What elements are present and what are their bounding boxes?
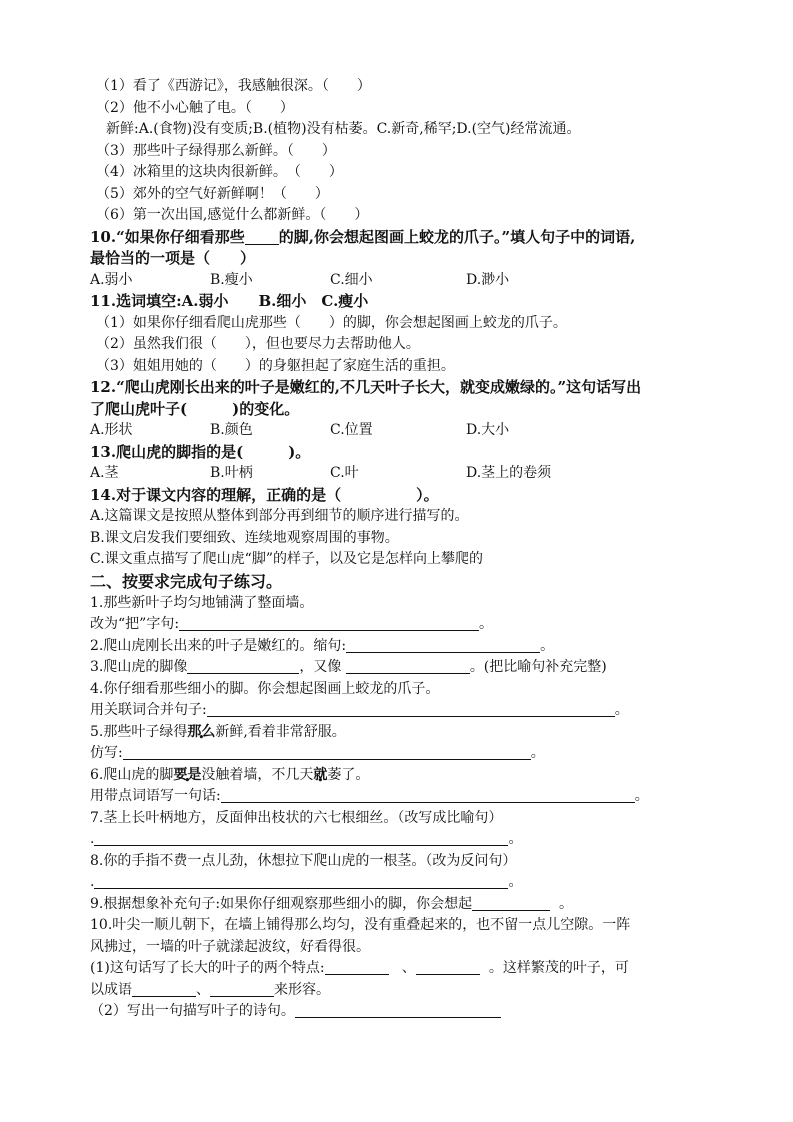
q13-option-d[interactable]: D.茎上的卷须	[466, 465, 552, 481]
q10-option-c[interactable]: C.细小	[330, 271, 373, 288]
p2-q2-blank[interactable]	[346, 637, 540, 653]
p2-q10-sub1-sep: 、	[401, 960, 416, 976]
p2-q4-answer-line	[90, 700, 750, 722]
q13-option-c[interactable]: C.叶	[330, 465, 359, 481]
p2-q2	[90, 636, 750, 658]
p2-q2-prompt: 2.爬山虎刚长出来的叶子是嫩红的。缩句:	[90, 637, 347, 654]
q14-option-c[interactable]: C.课文重点描写了爬山虎“脚”的样子，以及它是怎样向上攀爬的	[90, 551, 483, 567]
q10-question-line2: 最恰当的一项是（ ）	[90, 249, 256, 267]
p2-q3-text-c: 。(把比喻句补充完整)	[469, 659, 607, 675]
xinxian-item-5: （5）郊外的空气好新鲜啊！（ ）	[96, 185, 329, 202]
p2-q7-answer-line	[90, 829, 750, 851]
p2-q8-answer-line	[90, 872, 750, 894]
q11-item-2: （2）虽然我们很（ ），但也要尽力去帮助他人。	[96, 336, 420, 352]
p2-q9-blank[interactable]	[472, 895, 550, 911]
q10-question	[90, 227, 750, 249]
p2-q10-line2: 风拂过，一墙的叶子就漾起波纹，好看得很。	[90, 938, 370, 955]
p2-q10-line1: 10.叶尖一顺儿朝下，在墙上铺得那么均匀，没有重叠起来的，也不留一点儿空隙。一阵	[90, 917, 631, 933]
p2-q10-sub1-text-a: (1)这句话写了长大的叶子的两个特点:	[90, 960, 325, 976]
p2-q2-period: 。	[540, 637, 555, 654]
p2-q6-prompt: 用带点词语写一句话:	[90, 788, 221, 804]
q11-title: 11.选词填空:A.弱小 B.细小 C.瘦小	[90, 292, 369, 310]
p2-q6-text-a: 6.爬山虎的脚	[90, 766, 174, 783]
p2-q1-answer-line	[90, 614, 750, 636]
q10-option-a[interactable]: A.弱小	[90, 271, 133, 288]
q12-line2: 了爬山虎叶子( )的变化。	[90, 399, 300, 418]
p2-q3-blank-2[interactable]	[346, 658, 470, 674]
p2-q6	[90, 765, 750, 787]
p2-q8-lead: .	[90, 874, 95, 890]
p2-q9-text: 9.根据想象补充句子:如果你仔细观察那些细小的脚，你会想起	[90, 895, 473, 912]
xinxian-item-3: （3）那些叶子绿得那么新鲜。（ ）	[96, 142, 336, 159]
p2-q4-blank[interactable]	[207, 701, 615, 717]
p2-q5-period: 。	[530, 745, 545, 761]
p2-q6-text-c: 萎了。	[327, 766, 370, 783]
q10-option-b[interactable]: B.瘦小	[210, 271, 253, 288]
p2-q7-blank[interactable]	[94, 830, 508, 846]
q14-title: 14.对于课文内容的理解，正确的是（ ）。	[90, 485, 439, 504]
p2-q10-sub1-blank-2[interactable]	[416, 959, 480, 975]
p2-q10-sub2	[90, 1001, 750, 1023]
q12-line1: 12.“爬山虎刚长出来的叶子是嫩红的,不几天叶子长大，就变成嫩绿的。”这句话写出	[90, 378, 642, 396]
q14-option-a[interactable]: A.这篇课文是按照从整体到部分再到细节的顺序进行描写的。	[90, 508, 469, 524]
xinxian-item-6: （6）第一次出国,感觉什么都新鲜。（ ）	[96, 207, 369, 223]
q13-option-a[interactable]: A.茎	[90, 465, 119, 481]
p2-q1-blank[interactable]	[179, 615, 479, 631]
q10-text-b: 的脚,你会想起图画上蛟龙的爪子。”填人句子中的词语,	[278, 227, 636, 246]
q10-option-d[interactable]: D.渺小	[466, 271, 510, 288]
p2-q1-period: 。	[479, 616, 494, 632]
worksheet-page	[90, 76, 750, 1023]
p2-q5-dotted-word: 那么	[187, 723, 216, 740]
p2-q6-text-b: 没触着墙，不几天	[201, 766, 314, 783]
p2-q10-idiom-blank-1[interactable]	[132, 981, 196, 997]
q12-option-a[interactable]: A.形状	[90, 422, 133, 438]
xinxian-item-4: （4）冰箱里的这块肉很新鲜。 （ ）	[96, 164, 343, 180]
p2-q3-text-b: ，又像	[299, 659, 342, 675]
p2-q3-blank-1[interactable]	[187, 658, 299, 674]
p2-q3-text-a: 3.爬山虎的脚像	[90, 659, 188, 675]
q12-option-b[interactable]: B.颜色	[210, 422, 253, 438]
q10-blank[interactable]	[245, 229, 279, 245]
p2-q7: 7.茎上长叶柄地方，反面伸出枝状的六七根细丝。（改写成比喻句）	[90, 809, 503, 826]
p2-q8-blank[interactable]	[94, 873, 508, 889]
q9-item-2: （2）他不小心触了电。（ ）	[96, 99, 294, 116]
q12-option-d[interactable]: D.大小	[466, 422, 510, 438]
p2-q5-blank[interactable]	[123, 744, 531, 760]
q10-text-a: 10.“如果你仔细看那些	[90, 227, 245, 246]
p2-q5-text-b: 新鲜,看着非常舒服。	[215, 723, 346, 740]
p2-q5-text-a: 5.那些叶子绿得	[90, 723, 188, 740]
p2-q8: 8.你的手指不费一点儿劲，休想拉下爬山虎的一根茎。（改为反问句）	[90, 852, 517, 869]
section-two-title: 二、按要求完成句子练习。	[90, 571, 283, 591]
p2-q5-prompt: 仿写:	[90, 745, 123, 761]
p2-q1: 1.那些新叶子均匀地铺满了整面墙。	[90, 594, 314, 611]
q11-item-1: （1）如果你仔细看爬山虎那些（ ）的脚，你会想起图画上蛟龙的爪子。	[96, 314, 567, 331]
p2-q10-sub2-text: （2）写出一句描写叶子的诗句。	[90, 1003, 295, 1019]
xinxian-definition: 新鲜:A.(食物)没有变质;B.(植物)没有枯萎。C.新奇,稀罕;D.(空气)经常流通。	[106, 121, 581, 137]
p2-q9-period: 。	[558, 895, 573, 912]
p2-q4-period: 。	[614, 702, 629, 718]
p2-q6-blank[interactable]	[221, 787, 635, 803]
p2-q10-sub1-line2-sep: 、	[196, 981, 210, 998]
q10-options	[90, 270, 750, 292]
q14-option-b[interactable]: B.课文启发我们要细致、连续地观察周围的事物。	[90, 529, 399, 546]
p2-q10-idiom-blank-2[interactable]	[210, 981, 274, 997]
p2-q10-sub1	[90, 958, 750, 980]
q13-option-b[interactable]: B.叶柄	[210, 465, 253, 481]
p2-q9	[90, 894, 750, 916]
p2-q4: 4.你仔细看那些细小的脚。你会想起图画上蛟龙的爪子。	[90, 680, 440, 697]
p2-q6-dotted-word-2: 就	[313, 766, 328, 783]
q13-title: 13.爬山虎的脚指的是( )。	[90, 442, 311, 461]
p2-q6-dotted-word-1: 要是	[173, 766, 202, 783]
p2-q10-sub1-line2	[90, 980, 750, 1002]
p2-q10-sub1-text-c: 。这样繁茂的叶子，可	[488, 960, 629, 976]
p2-q10-sub2-blank[interactable]	[295, 1002, 501, 1018]
p2-q5-answer-line	[90, 743, 750, 765]
p2-q4-prompt: 用关联词合并句子:	[90, 702, 207, 718]
p2-q6-period: 。	[634, 788, 649, 804]
p2-q5	[90, 722, 750, 744]
p2-q3	[90, 657, 750, 679]
q11-item-3: （3）姐姐用她的（ ）的身躯担起了家庭生活的重担。	[96, 357, 455, 374]
p2-q7-period: 。	[508, 831, 523, 847]
q12-options	[90, 420, 750, 442]
p2-q10-sub1-blank-1[interactable]	[325, 959, 389, 975]
p2-q7-lead: .	[90, 831, 95, 847]
q9-item-1: （1）看了《西游记》，我感触很深。（ ）	[96, 78, 371, 94]
p2-q8-period: 。	[508, 874, 523, 890]
p2-q10-sub1-line2-a: 以成语	[90, 981, 132, 998]
q13-options	[90, 463, 750, 485]
q12-option-c[interactable]: C.位置	[330, 422, 373, 438]
p2-q1-prompt: 改为“把”字句:	[90, 616, 180, 632]
p2-q10-sub1-line2-c: 来形容。	[274, 981, 330, 998]
